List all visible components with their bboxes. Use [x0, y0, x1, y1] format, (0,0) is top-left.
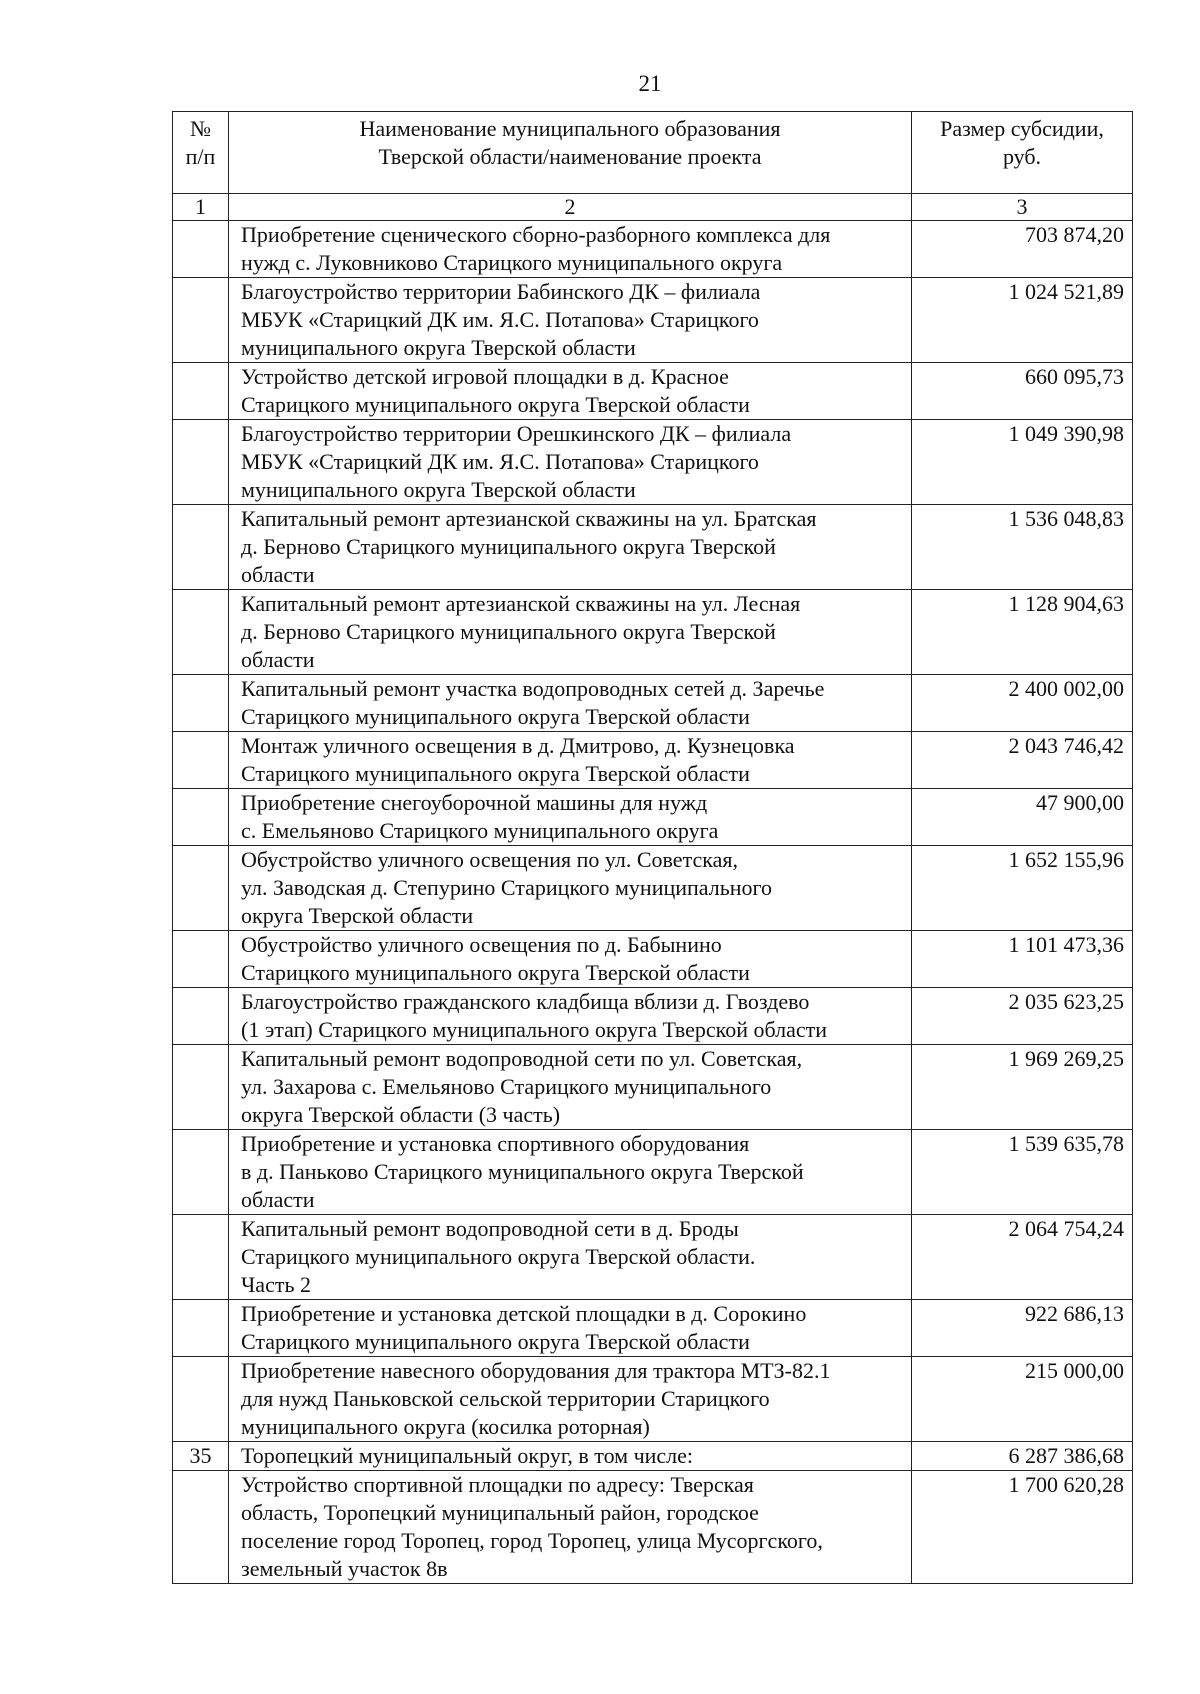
row-subsidy-amount: 2 035 623,25: [912, 988, 1133, 1045]
row-number: [173, 590, 229, 675]
table-row: [173, 1215, 1133, 1300]
row-project-name: Приобретение и установка спортивного оборудования в д. Паньково Старицкого муниципального округа Тверской области: [229, 1130, 912, 1215]
row-number: [173, 1300, 229, 1357]
row-project-name: Благоустройство территории Орешкинского ДК – филиала МБУК «Старицкий ДК им. Я.С. Потапова» Старицкого муниципального округа Тверской области: [229, 420, 912, 505]
row-project-name: Обустройство уличного освещения по ул. Советская, ул. Заводская д. Степурино Старицкого муниципального округа Тверской области: [229, 846, 912, 931]
row-number: [173, 1471, 229, 1584]
table-row: [173, 221, 1133, 278]
row-subsidy-amount: 1 536 048,83: [912, 505, 1133, 590]
column-number-3: 3: [912, 194, 1133, 221]
row-project-name: Благоустройство территории Бабинского ДК – филиала МБУК «Старицкий ДК им. Я.С. Потапова» Старицкого муниципального округа Тверской области: [229, 278, 912, 363]
column-number-row: [173, 194, 1133, 221]
row-subsidy-amount: 660 095,73: [912, 363, 1133, 420]
row-project-name: Приобретение и установка детской площадки в д. Сорокино Старицкого муниципального округа Тверской области: [229, 1300, 912, 1357]
table-row: [173, 789, 1133, 846]
row-number: 35: [173, 1442, 229, 1471]
row-subsidy-amount: 215 000,00: [912, 1357, 1133, 1442]
row-project-name: Устройство спортивной площадки по адресу: Тверская область, Торопецкий муниципальный район, городское поселение город Торопец, город Торопец, улица Мусоргского, земельный участок 8в: [229, 1471, 912, 1584]
row-project-name: Благоустройство гражданского кладбища вблизи д. Гвоздево (1 этап) Старицкого муниципального округа Тверской области: [229, 988, 912, 1045]
row-subsidy-amount: 922 686,13: [912, 1300, 1133, 1357]
row-number: [173, 675, 229, 732]
subsidy-table: [172, 111, 1133, 1584]
table-row: [173, 1471, 1133, 1584]
row-subsidy-amount: 1 652 155,96: [912, 846, 1133, 931]
row-subsidy-amount: 1 049 390,98: [912, 420, 1133, 505]
row-number: [173, 363, 229, 420]
row-project-name: Приобретение снегоуборочной машины для нужд с. Емельяново Старицкого муниципального округа: [229, 789, 912, 846]
row-number: [173, 732, 229, 789]
row-project-name: Приобретение навесного оборудования для трактора МТЗ-82.1 для нужд Паньковской сельской территории Старицкого муниципального округа (косилка роторная): [229, 1357, 912, 1442]
row-subsidy-amount: 1 969 269,25: [912, 1045, 1133, 1130]
row-project-name: Капитальный ремонт водопроводной сети в д. Броды Старицкого муниципального округа Тверской области. Часть 2: [229, 1215, 912, 1300]
row-project-name: Торопецкий муниципальный округ, в том числе:: [229, 1442, 912, 1471]
column-number-2: 2: [229, 194, 912, 221]
table-header-row: [173, 112, 1133, 194]
row-number: [173, 278, 229, 363]
row-number: [173, 1215, 229, 1300]
row-number: [173, 1130, 229, 1215]
row-subsidy-amount: 2 064 754,24: [912, 1215, 1133, 1300]
row-project-name: Устройство детской игровой площадки в д. Красное Старицкого муниципального округа Тверской области: [229, 363, 912, 420]
row-number: [173, 789, 229, 846]
row-subsidy-amount: 2 400 002,00: [912, 675, 1133, 732]
column-number-1: 1: [173, 194, 229, 221]
table-row: [173, 675, 1133, 732]
row-subsidy-amount: 1 024 521,89: [912, 278, 1133, 363]
row-subsidy-amount: 1 101 473,36: [912, 931, 1133, 988]
row-number: [173, 846, 229, 931]
table-row: [173, 846, 1133, 931]
row-subsidy-amount: 1 700 620,28: [912, 1471, 1133, 1584]
row-number: [173, 931, 229, 988]
table-row: [173, 363, 1133, 420]
row-subsidy-amount: 1 128 904,63: [912, 590, 1133, 675]
row-project-name: Обустройство уличного освещения по д. Бабынино Старицкого муниципального округа Тверской области: [229, 931, 912, 988]
table-row: [173, 1442, 1133, 1471]
row-subsidy-amount: 1 539 635,78: [912, 1130, 1133, 1215]
table-row: [173, 1045, 1133, 1130]
row-number: [173, 1045, 229, 1130]
table-row: [173, 931, 1133, 988]
header-number: № п/п: [173, 112, 229, 194]
row-number: [173, 505, 229, 590]
row-subsidy-amount: 47 900,00: [912, 789, 1133, 846]
table-row: [173, 505, 1133, 590]
row-subsidy-amount: 2 043 746,42: [912, 732, 1133, 789]
row-number: [173, 988, 229, 1045]
subsidy-table-container: [172, 111, 1132, 1584]
row-number: [173, 1357, 229, 1442]
row-project-name: Приобретение сценического сборно-разборного комплекса для нужд с. Луковниково Старицкого муниципального округа: [229, 221, 912, 278]
table-row: [173, 732, 1133, 789]
table-row: [173, 590, 1133, 675]
row-number: [173, 420, 229, 505]
table-row: [173, 420, 1133, 505]
row-project-name: Капитальный ремонт артезианской скважины на ул. Братская д. Берново Старицкого муниципального округа Тверской области: [229, 505, 912, 590]
header-subsidy: Размер субсидии, руб.: [912, 112, 1133, 194]
row-project-name: Капитальный ремонт артезианской скважины на ул. Лесная д. Берново Старицкого муниципального округа Тверской области: [229, 590, 912, 675]
table-row: [173, 1357, 1133, 1442]
header-name: Наименование муниципального образования Тверской области/наименование проекта: [229, 112, 912, 194]
table-row: [173, 1300, 1133, 1357]
page-number: 21: [638, 71, 662, 96]
row-number: [173, 221, 229, 278]
row-subsidy-amount: 6 287 386,68: [912, 1442, 1133, 1471]
row-subsidy-amount: 703 874,20: [912, 221, 1133, 278]
row-project-name: Монтаж уличного освещения в д. Дмитрово, д. Кузнецовка Старицкого муниципального округа Тверской области: [229, 732, 912, 789]
row-project-name: Капитальный ремонт водопроводной сети по ул. Советская, ул. Захарова с. Емельяново Старицкого муниципального округа Тверской области (3 часть): [229, 1045, 912, 1130]
table-row: [173, 988, 1133, 1045]
table-row: [173, 1130, 1133, 1215]
row-project-name: Капитальный ремонт участка водопроводных сетей д. Заречье Старицкого муниципального округа Тверской области: [229, 675, 912, 732]
table-row: [173, 278, 1133, 363]
